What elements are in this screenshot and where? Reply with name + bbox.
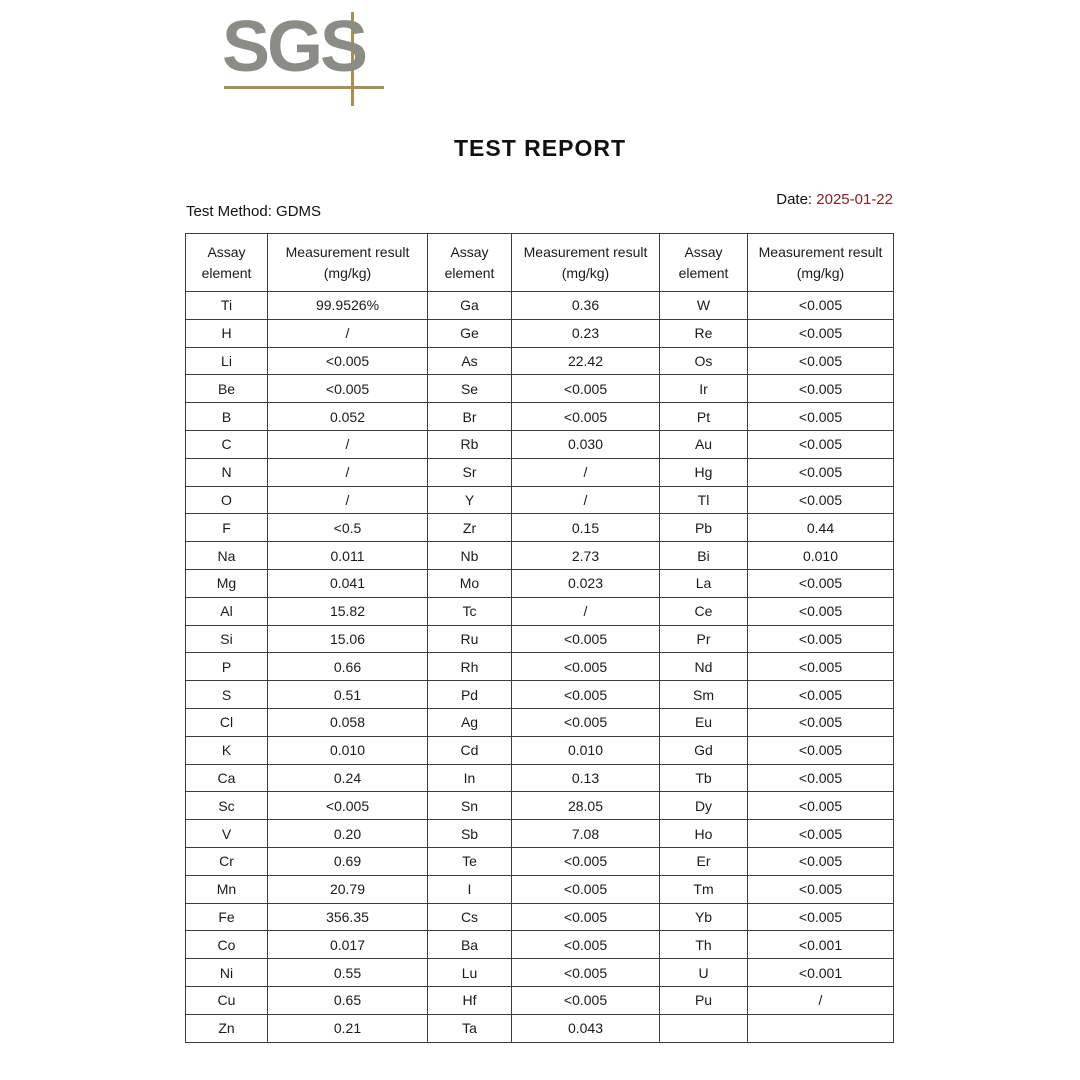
result-cell: 0.65	[268, 986, 428, 1014]
element-cell: Pt	[660, 403, 748, 431]
result-header-line1: Measurement result	[285, 243, 410, 260]
element-cell: Rh	[428, 653, 512, 681]
table-row	[186, 458, 894, 486]
table-row	[186, 1014, 894, 1042]
element-cell: Hg	[660, 458, 748, 486]
measurement-result-header	[268, 234, 428, 292]
result-cell: 0.052	[268, 403, 428, 431]
assay-header-line1: Assay	[450, 243, 489, 260]
table-row	[186, 403, 894, 431]
result-cell: 0.017	[268, 931, 428, 959]
element-cell: Gd	[660, 736, 748, 764]
table-row	[186, 708, 894, 736]
table-row	[186, 375, 894, 403]
result-cell: 0.15	[512, 514, 660, 542]
element-cell: Si	[186, 625, 268, 653]
element-cell: Na	[186, 542, 268, 570]
element-cell: Yb	[660, 903, 748, 931]
element-cell: Cl	[186, 708, 268, 736]
table-row	[186, 597, 894, 625]
result-cell: /	[268, 486, 428, 514]
result-cell: 0.011	[268, 542, 428, 570]
element-cell: S	[186, 681, 268, 709]
result-cell: 0.55	[268, 959, 428, 987]
element-cell: H	[186, 319, 268, 347]
assay-header-line1: Assay	[684, 243, 723, 260]
table-header-row	[186, 234, 894, 292]
test-method: Test Method: GDMS	[186, 203, 322, 220]
element-cell: Cr	[186, 847, 268, 875]
element-cell: Nb	[428, 542, 512, 570]
element-cell: In	[428, 764, 512, 792]
element-cell: As	[428, 347, 512, 375]
element-cell: Pb	[660, 514, 748, 542]
table-row	[186, 792, 894, 820]
element-cell: Cd	[428, 736, 512, 764]
result-cell: <0.005	[268, 792, 428, 820]
table-row	[186, 847, 894, 875]
element-cell: Pu	[660, 986, 748, 1014]
table-row	[186, 959, 894, 987]
sgs-logo	[222, 6, 402, 110]
element-cell: Y	[428, 486, 512, 514]
result-header-line1: Measurement result	[523, 243, 648, 260]
result-cell: <0.005	[748, 681, 894, 709]
element-cell: Th	[660, 931, 748, 959]
assay-element-header	[660, 234, 748, 292]
element-cell: Os	[660, 347, 748, 375]
element-cell: Cu	[186, 986, 268, 1014]
element-cell: La	[660, 569, 748, 597]
table-row	[186, 514, 894, 542]
result-cell: 0.51	[268, 681, 428, 709]
table-row	[186, 319, 894, 347]
table-row	[186, 764, 894, 792]
result-cell: <0.005	[748, 875, 894, 903]
table-row	[186, 903, 894, 931]
assay-header-line2: element	[678, 264, 729, 281]
element-cell: Sm	[660, 681, 748, 709]
result-cell: 0.36	[512, 292, 660, 320]
table-row	[186, 653, 894, 681]
result-cell: 15.06	[268, 625, 428, 653]
element-cell: Ho	[660, 820, 748, 848]
assay-element-header	[428, 234, 512, 292]
table-row	[186, 625, 894, 653]
table-row	[186, 292, 894, 320]
table-row	[186, 486, 894, 514]
table-row	[186, 430, 894, 458]
element-cell: O	[186, 486, 268, 514]
element-cell: Ge	[428, 319, 512, 347]
result-cell: <0.005	[748, 347, 894, 375]
result-cell: 2.73	[512, 542, 660, 570]
result-header-line2: (mg/kg)	[561, 264, 610, 281]
table-row	[186, 820, 894, 848]
result-cell	[748, 1014, 894, 1042]
result-cell: <0.005	[748, 430, 894, 458]
element-cell: Bi	[660, 542, 748, 570]
result-cell: 15.82	[268, 597, 428, 625]
result-cell: <0.005	[748, 792, 894, 820]
result-cell: <0.5	[268, 514, 428, 542]
element-cell: Eu	[660, 708, 748, 736]
element-cell: U	[660, 959, 748, 987]
element-cell: Al	[186, 597, 268, 625]
result-cell: <0.005	[748, 903, 894, 931]
element-cell: Mg	[186, 569, 268, 597]
element-cell: F	[186, 514, 268, 542]
result-cell: /	[268, 319, 428, 347]
result-cell: <0.005	[512, 875, 660, 903]
element-cell: Rb	[428, 430, 512, 458]
table-row	[186, 986, 894, 1014]
element-cell: Sb	[428, 820, 512, 848]
table-row	[186, 347, 894, 375]
element-cell: Ti	[186, 292, 268, 320]
element-cell: Re	[660, 319, 748, 347]
element-cell: Ir	[660, 375, 748, 403]
result-cell: <0.005	[748, 292, 894, 320]
result-cell: 0.44	[748, 514, 894, 542]
result-cell: <0.005	[748, 319, 894, 347]
element-cell: Zn	[186, 1014, 268, 1042]
result-cell: <0.005	[512, 986, 660, 1014]
element-cell: Zr	[428, 514, 512, 542]
result-cell: <0.005	[748, 708, 894, 736]
table-row	[186, 681, 894, 709]
result-cell: <0.005	[512, 375, 660, 403]
result-cell: /	[748, 986, 894, 1014]
result-cell: <0.005	[512, 931, 660, 959]
element-cell: Pd	[428, 681, 512, 709]
element-cell: Tl	[660, 486, 748, 514]
result-cell: <0.005	[748, 764, 894, 792]
element-cell: Er	[660, 847, 748, 875]
result-cell: 7.08	[512, 820, 660, 848]
table-row	[186, 569, 894, 597]
table-header	[186, 234, 894, 292]
result-cell: <0.005	[512, 681, 660, 709]
element-cell: Pr	[660, 625, 748, 653]
element-cell: W	[660, 292, 748, 320]
result-cell: 20.79	[268, 875, 428, 903]
result-cell: /	[512, 486, 660, 514]
element-cell: I	[428, 875, 512, 903]
date-label: Date:	[776, 191, 813, 208]
element-cell: P	[186, 653, 268, 681]
result-cell: 0.010	[748, 542, 894, 570]
result-cell: 0.24	[268, 764, 428, 792]
result-cell: <0.001	[748, 931, 894, 959]
result-cell: 0.043	[512, 1014, 660, 1042]
result-header-line1: Measurement result	[758, 243, 883, 260]
result-cell: <0.005	[512, 625, 660, 653]
result-cell: <0.005	[512, 403, 660, 431]
table-row	[186, 931, 894, 959]
element-cell: Se	[428, 375, 512, 403]
result-cell: 0.058	[268, 708, 428, 736]
result-cell: /	[268, 458, 428, 486]
result-header-line2: (mg/kg)	[323, 264, 372, 281]
report-date	[776, 191, 893, 208]
element-cell: N	[186, 458, 268, 486]
result-cell: <0.005	[268, 375, 428, 403]
assay-header-line2: element	[201, 264, 252, 281]
element-cell: Cs	[428, 903, 512, 931]
assay-header-line1: Assay	[207, 243, 246, 260]
element-cell: Ga	[428, 292, 512, 320]
element-cell: Lu	[428, 959, 512, 987]
element-cell: Li	[186, 347, 268, 375]
measurement-result-header	[512, 234, 660, 292]
element-cell: Ni	[186, 959, 268, 987]
result-cell: <0.005	[748, 569, 894, 597]
result-cell: <0.005	[512, 847, 660, 875]
result-cell: <0.005	[512, 653, 660, 681]
element-cell	[660, 1014, 748, 1042]
report-table	[185, 233, 894, 1043]
element-cell: V	[186, 820, 268, 848]
result-cell: 0.66	[268, 653, 428, 681]
result-cell: <0.005	[512, 959, 660, 987]
element-cell: Ba	[428, 931, 512, 959]
result-cell: /	[512, 458, 660, 486]
result-cell: 0.21	[268, 1014, 428, 1042]
element-cell: Sr	[428, 458, 512, 486]
result-cell: <0.005	[268, 347, 428, 375]
element-cell: Te	[428, 847, 512, 875]
result-cell: <0.001	[748, 959, 894, 987]
element-cell: Mn	[186, 875, 268, 903]
result-cell: <0.005	[748, 625, 894, 653]
result-cell: 22.42	[512, 347, 660, 375]
element-cell: Ta	[428, 1014, 512, 1042]
result-cell: <0.005	[748, 653, 894, 681]
result-cell: 0.20	[268, 820, 428, 848]
assay-header-line2: element	[444, 264, 495, 281]
result-cell: 28.05	[512, 792, 660, 820]
result-cell: /	[512, 597, 660, 625]
result-cell: <0.005	[512, 903, 660, 931]
element-cell: Br	[428, 403, 512, 431]
result-cell: 0.030	[512, 430, 660, 458]
element-cell: Ag	[428, 708, 512, 736]
result-cell: <0.005	[512, 708, 660, 736]
element-cell: Be	[186, 375, 268, 403]
table-body	[186, 292, 894, 1043]
result-cell: 0.041	[268, 569, 428, 597]
result-cell: <0.005	[748, 847, 894, 875]
element-cell: Ce	[660, 597, 748, 625]
element-cell: Sn	[428, 792, 512, 820]
result-cell: 99.9526%	[268, 292, 428, 320]
result-header-line2: (mg/kg)	[796, 264, 845, 281]
result-cell: <0.005	[748, 403, 894, 431]
element-cell: K	[186, 736, 268, 764]
result-cell: <0.005	[748, 597, 894, 625]
element-cell: Mo	[428, 569, 512, 597]
element-cell: Nd	[660, 653, 748, 681]
result-cell: <0.005	[748, 458, 894, 486]
table-row	[186, 542, 894, 570]
element-cell: B	[186, 403, 268, 431]
element-cell: Tb	[660, 764, 748, 792]
result-cell: 0.13	[512, 764, 660, 792]
page-title: TEST REPORT	[453, 135, 626, 161]
element-cell: Ca	[186, 764, 268, 792]
element-cell: Tc	[428, 597, 512, 625]
result-cell: 0.010	[512, 736, 660, 764]
result-cell: /	[268, 430, 428, 458]
result-cell: <0.005	[748, 820, 894, 848]
element-cell: Sc	[186, 792, 268, 820]
table-row	[186, 875, 894, 903]
result-cell: 0.010	[268, 736, 428, 764]
result-cell: <0.005	[748, 375, 894, 403]
element-cell: C	[186, 430, 268, 458]
element-cell: Ru	[428, 625, 512, 653]
result-cell: 0.23	[512, 319, 660, 347]
result-cell: 0.023	[512, 569, 660, 597]
date-value: 2025-01-22	[816, 191, 893, 208]
element-cell: Tm	[660, 875, 748, 903]
assay-element-header	[186, 234, 268, 292]
element-cell: Fe	[186, 903, 268, 931]
element-cell: Dy	[660, 792, 748, 820]
sgs-logo-text: SGS	[222, 7, 366, 87]
table-row	[186, 736, 894, 764]
element-cell: Hf	[428, 986, 512, 1014]
element-cell: Au	[660, 430, 748, 458]
result-cell: <0.005	[748, 736, 894, 764]
result-cell: <0.005	[748, 486, 894, 514]
result-cell: 356.35	[268, 903, 428, 931]
element-cell: Co	[186, 931, 268, 959]
measurement-result-header	[748, 234, 894, 292]
result-cell: 0.69	[268, 847, 428, 875]
